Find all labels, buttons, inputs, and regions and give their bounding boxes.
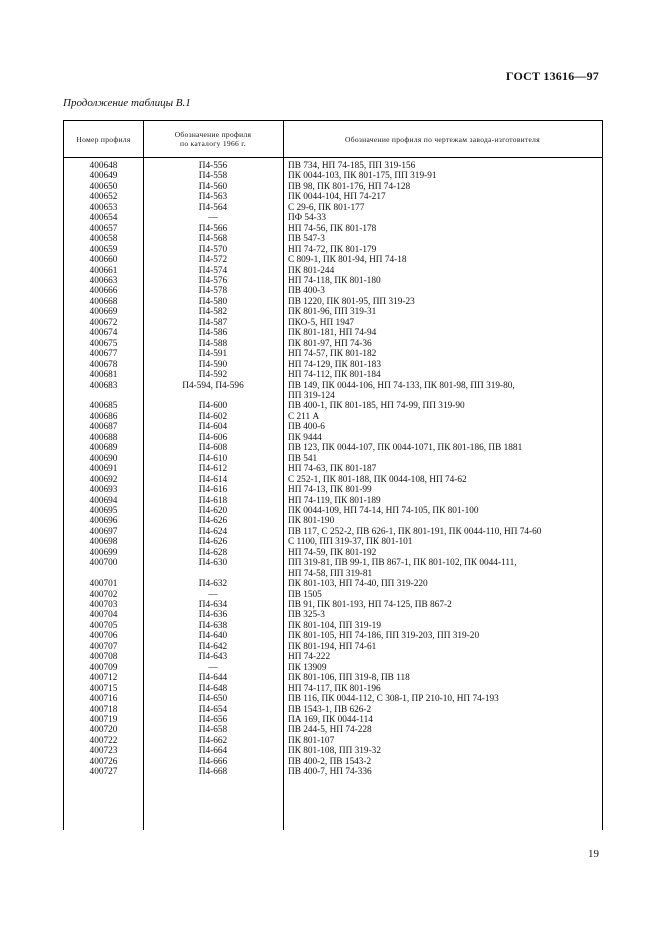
catalog-designation-cell: П4-650 bbox=[198, 694, 228, 705]
table-row bbox=[64, 694, 602, 704]
factory-designation-cell: ПА 169, ПК 0044-114 bbox=[288, 715, 373, 726]
table-row bbox=[64, 192, 602, 202]
table-row bbox=[64, 516, 602, 526]
profile-number-cell: 400691 bbox=[89, 464, 118, 475]
catalog-designation-cell: П4-620 bbox=[198, 505, 228, 516]
factory-designation-cell: ПВ 400-3 bbox=[288, 286, 325, 297]
catalog-designation-cell: П4-610 bbox=[198, 453, 228, 464]
table-row bbox=[64, 370, 602, 380]
header-catalog-line1: Обозначение профиля bbox=[174, 130, 252, 139]
catalog-designation-cell: П4-563 bbox=[198, 192, 228, 203]
catalog-designation-cell: П4-574 bbox=[198, 265, 228, 276]
table-row bbox=[64, 307, 602, 317]
factory-designation-cell: НП 74-72, ПК 801-179 bbox=[288, 244, 377, 255]
factory-designation-cell: ПК 801-194, НП 74-61 bbox=[288, 641, 377, 652]
catalog-designation-cell: П4-654 bbox=[198, 704, 228, 715]
table-row bbox=[64, 391, 602, 401]
catalog-designation-cell: П4-630 bbox=[198, 558, 228, 569]
profile-number-cell: 400686 bbox=[89, 411, 118, 422]
catalog-designation-cell: П4-592 bbox=[198, 370, 228, 381]
factory-designation-cell: ПК 801-97, НП 74-36 bbox=[288, 338, 372, 349]
profile-number-cell: 400687 bbox=[89, 422, 118, 433]
factory-designation-cell: ПП 319-81, ПВ 99-1, ПВ 867-1, ПК 801-102, ПК 0044-111, bbox=[288, 558, 517, 569]
table-row bbox=[64, 203, 602, 213]
factory-designation-cell: ПК 13909 bbox=[288, 662, 327, 673]
table-row bbox=[64, 725, 602, 735]
table-row bbox=[64, 286, 602, 296]
table-row bbox=[64, 684, 602, 694]
factory-designation-cell: НП 74-63, ПК 801-187 bbox=[288, 464, 377, 475]
profile-number-cell: 400727 bbox=[89, 767, 118, 778]
profile-number-cell: 400674 bbox=[89, 328, 118, 339]
profile-number-cell: 400669 bbox=[89, 307, 118, 318]
factory-designation-cell: ПВ 1220, ПК 801-95, ПП 319-23 bbox=[288, 296, 415, 307]
profile-number-cell: 400649 bbox=[89, 171, 118, 182]
profile-number-cell: 400715 bbox=[89, 683, 118, 694]
factory-designation-cell: НП 74-58, ПП 319-81 bbox=[288, 568, 373, 579]
table-row bbox=[64, 631, 602, 641]
factory-designation-cell: НП 74-119, ПК 801-189 bbox=[288, 495, 381, 506]
catalog-designation-cell: П4-570 bbox=[198, 244, 228, 255]
catalog-designation-cell: П4-556 bbox=[198, 161, 228, 171]
catalog-designation-cell: П4-638 bbox=[198, 620, 228, 631]
profile-number-cell: 400703 bbox=[89, 600, 118, 611]
table-row bbox=[64, 736, 602, 746]
factory-designation-cell: ПВ 91, ПК 801-193, НП 74-125, ПВ 867-2 bbox=[288, 600, 452, 611]
table-row bbox=[64, 548, 602, 558]
catalog-designation-cell: П4-640 bbox=[198, 631, 228, 642]
factory-designation-cell: ПВ 541 bbox=[288, 453, 318, 464]
table-body bbox=[64, 161, 602, 778]
factory-designation-cell: С 211 А bbox=[288, 411, 320, 422]
profile-number-cell: 400657 bbox=[89, 223, 118, 234]
profile-number-cell: 400658 bbox=[89, 234, 118, 245]
catalog-designation-cell: П4-587 bbox=[198, 317, 228, 328]
catalog-designation-cell: П4-668 bbox=[198, 767, 228, 778]
profile-number-cell: 400685 bbox=[89, 401, 118, 412]
factory-designation-cell: ПВ 325-3 bbox=[288, 610, 325, 621]
factory-designation-cell: ПК 801-244 bbox=[288, 265, 335, 276]
catalog-designation-cell: — bbox=[208, 662, 218, 673]
profile-number-cell: 400700 bbox=[89, 558, 118, 569]
table-row bbox=[64, 485, 602, 495]
table-row bbox=[64, 527, 602, 537]
factory-designation-cell: ПК 801-106, ПП 319-8, ПВ 118 bbox=[288, 673, 410, 684]
profile-number-cell: 400704 bbox=[89, 610, 118, 621]
table-row bbox=[64, 663, 602, 673]
profile-number-cell: 400683 bbox=[89, 380, 118, 391]
catalog-designation-cell: П4-576 bbox=[198, 275, 228, 286]
table-row bbox=[64, 454, 602, 464]
catalog-designation-cell: П4-626 bbox=[198, 516, 228, 527]
catalog-designation-cell: П4-572 bbox=[198, 255, 228, 266]
catalog-designation-cell: П4-628 bbox=[198, 547, 228, 558]
table-row bbox=[64, 161, 602, 171]
factory-designation-cell: НП 74-57, ПК 801-182 bbox=[288, 349, 377, 360]
profile-number-cell: 400660 bbox=[89, 255, 118, 266]
profile-number-cell: 400659 bbox=[89, 244, 118, 255]
factory-designation-cell: ПВ 123, ПК 0044-107, ПК 0044-1071, ПК 801-186, ПВ 1881 bbox=[288, 443, 523, 454]
profile-number-cell: 400716 bbox=[89, 694, 118, 705]
factory-designation-cell: НП 74-56, ПК 801-178 bbox=[288, 223, 377, 234]
catalog-designation-cell: П4-608 bbox=[198, 443, 228, 454]
header-profile-number: Номер профиля bbox=[76, 134, 131, 144]
table-row bbox=[64, 537, 602, 547]
table-row bbox=[64, 673, 602, 683]
table-row bbox=[64, 433, 602, 443]
profile-number-cell: 400720 bbox=[89, 725, 118, 736]
table-row bbox=[64, 381, 602, 391]
catalog-designation-cell: П4-618 bbox=[198, 495, 228, 506]
table-row bbox=[64, 715, 602, 725]
header-catalog-line2: по каталогу 1966 г. bbox=[180, 139, 246, 148]
profile-number-cell bbox=[64, 569, 143, 579]
factory-designation-cell: С 809-1, ПК 801-94, НП 74-18 bbox=[288, 255, 407, 266]
table-row bbox=[64, 255, 602, 265]
table-row bbox=[64, 757, 602, 767]
factory-designation-cell: ПК 801-105, НП 74-186, ПП 319-203, ПП 319-20 bbox=[288, 631, 480, 642]
catalog-designation-cell: П4-624 bbox=[198, 526, 228, 537]
catalog-designation-cell: П4-626 bbox=[198, 537, 228, 548]
table-row bbox=[64, 213, 602, 223]
profile-number-cell: 400694 bbox=[89, 495, 118, 506]
table-row bbox=[64, 401, 602, 411]
catalog-designation-cell: П4-578 bbox=[198, 286, 228, 297]
factory-designation-cell: С 1100, ПП 319-37, ПК 801-101 bbox=[288, 537, 413, 548]
catalog-designation-cell: П4-658 bbox=[198, 725, 228, 736]
factory-designation-cell: НП 74-117, ПК 801-196 bbox=[288, 683, 381, 694]
profile-number-cell: 400668 bbox=[89, 296, 118, 307]
profile-number-cell: 400723 bbox=[89, 746, 118, 757]
profile-number-cell: 400707 bbox=[89, 641, 118, 652]
factory-designation-cell: НП 74-222 bbox=[288, 652, 331, 663]
profile-number-cell: 400648 bbox=[89, 161, 118, 171]
factory-designation-cell: НП 74-112, ПК 801-184 bbox=[288, 370, 381, 381]
catalog-designation-cell: П4-594, П4-596 bbox=[182, 380, 244, 391]
catalog-designation-cell: П4-612 bbox=[198, 464, 228, 475]
profile-number-cell: 400719 bbox=[89, 715, 118, 726]
factory-designation-cell: ПВ 244-5, НП 74-228 bbox=[288, 725, 372, 736]
profile-number-cell: 400693 bbox=[89, 485, 118, 496]
factory-designation-cell: ПК 9444 bbox=[288, 432, 322, 443]
factory-designation-cell: ПК 0044-109, НП 74-14, НП 74-105, ПК 801-100 bbox=[288, 505, 479, 516]
profile-number-cell: 400722 bbox=[89, 735, 118, 746]
factory-designation-cell: ПК 801-107 bbox=[288, 735, 335, 746]
catalog-designation-cell: П4-636 bbox=[198, 610, 228, 621]
catalog-designation-cell: П4-600 bbox=[198, 401, 228, 412]
catalog-designation-cell: П4-662 bbox=[198, 735, 228, 746]
catalog-designation-cell: П4-666 bbox=[198, 756, 228, 767]
table-row bbox=[64, 266, 602, 276]
catalog-designation-cell: П4-656 bbox=[198, 715, 228, 726]
catalog-designation-cell: — bbox=[208, 213, 218, 224]
header-catalog-designation bbox=[143, 121, 283, 157]
factory-designation-cell: ПВ 734, НП 74-185, ПП 319-156 bbox=[288, 161, 416, 171]
profile-number-cell: 400712 bbox=[89, 673, 118, 684]
catalog-designation-cell: П4-582 bbox=[198, 307, 228, 318]
table-row bbox=[64, 569, 602, 579]
factory-designation-cell: НП 74-118, ПК 801-180 bbox=[288, 275, 381, 286]
factory-designation-cell: ПП 319-124 bbox=[288, 390, 335, 401]
catalog-designation-cell: П4-590 bbox=[198, 359, 228, 370]
table-row bbox=[64, 245, 602, 255]
table-row bbox=[64, 579, 602, 589]
table-row bbox=[64, 224, 602, 234]
catalog-designation-cell: П4-580 bbox=[198, 296, 228, 307]
table-row bbox=[64, 475, 602, 485]
table-row bbox=[64, 610, 602, 620]
table-caption: Продолжение таблицы В.1 bbox=[63, 97, 191, 109]
factory-designation-cell: НП 74-59, ПК 801-192 bbox=[288, 547, 377, 558]
catalog-designation-cell: П4-564 bbox=[198, 202, 228, 213]
profile-number-cell: 400696 bbox=[89, 516, 118, 527]
factory-designation-cell: ПК 801-103, НП 74-40, ПП 319-220 bbox=[288, 579, 428, 590]
factory-designation-cell: ПК 801-190 bbox=[288, 516, 335, 527]
table-row bbox=[64, 318, 602, 328]
profile-number-cell: 400690 bbox=[89, 453, 118, 464]
factory-designation-cell: ПВ 400-7, НП 74-336 bbox=[288, 767, 372, 778]
table-row bbox=[64, 328, 602, 338]
table-row bbox=[64, 422, 602, 432]
catalog-designation-cell: П4-602 bbox=[198, 411, 228, 422]
factory-designation-cell: ПК 801-108, ПП 319-32 bbox=[288, 746, 381, 757]
profile-number-cell: 400681 bbox=[89, 370, 118, 381]
catalog-designation-cell bbox=[143, 569, 283, 579]
profile-number-cell: 400708 bbox=[89, 652, 118, 663]
catalog-designation-cell: П4-616 bbox=[198, 485, 228, 496]
header-factory-designation: Обозначение профиля по чертежам завода-изготовителя bbox=[345, 134, 540, 144]
factory-designation-cell: ПВ 400-2, ПВ 1543-2 bbox=[288, 756, 372, 767]
table-row bbox=[64, 349, 602, 359]
catalog-designation-cell: П4-634 bbox=[198, 600, 228, 611]
catalog-designation-cell: П4-568 bbox=[198, 234, 228, 245]
factory-designation-cell: ПВ 547-3 bbox=[288, 234, 325, 245]
profile-number-cell: 400689 bbox=[89, 443, 118, 454]
profile-number-cell: 400699 bbox=[89, 547, 118, 558]
table-row bbox=[64, 443, 602, 453]
catalog-designation-cell: П4-566 bbox=[198, 223, 228, 234]
factory-designation-cell: ПФ 54-33 bbox=[288, 213, 327, 224]
catalog-designation-cell: П4-642 bbox=[198, 641, 228, 652]
profile-number-cell: 400718 bbox=[89, 704, 118, 715]
factory-designation-cell: ПВ 400-1, ПК 801-185, НП 74-99, ПП 319-90 bbox=[288, 401, 465, 412]
profile-number-cell: 400726 bbox=[89, 756, 118, 767]
table-row bbox=[64, 746, 602, 756]
table-row bbox=[64, 600, 602, 610]
factory-designation-cell: НП 74-129, ПК 801-183 bbox=[288, 359, 381, 370]
profile-number-cell: 400709 bbox=[89, 662, 118, 673]
factory-designation-cell: ПК 801-181, НП 74-94 bbox=[288, 328, 377, 339]
table-row bbox=[64, 642, 602, 652]
table-row bbox=[64, 767, 602, 777]
profile-number-cell: 400654 bbox=[89, 213, 118, 224]
catalog-designation-cell: П4-648 bbox=[198, 683, 228, 694]
profile-number-cell: 400672 bbox=[89, 317, 118, 328]
profile-number-cell: 400653 bbox=[89, 202, 118, 213]
catalog-designation-cell: П4-664 bbox=[198, 746, 228, 757]
table-row bbox=[64, 558, 602, 568]
profile-number-cell: 400702 bbox=[89, 589, 118, 600]
catalog-designation-cell: П4-606 bbox=[198, 432, 228, 443]
factory-designation-cell: С 252-1, ПК 801-188, ПК 0044-108, НП 74-62 bbox=[288, 474, 467, 485]
profile-table bbox=[63, 120, 603, 830]
profile-number-cell: 400650 bbox=[89, 181, 118, 192]
profile-number-cell: 400706 bbox=[89, 631, 118, 642]
factory-designation-cell: ПК 801-104, ПП 319-19 bbox=[288, 620, 381, 631]
catalog-designation-cell: П4-604 bbox=[198, 422, 228, 433]
table-row bbox=[64, 412, 602, 422]
factory-designation-cell: ПК 0044-103, ПК 801-175, ПП 319-91 bbox=[288, 171, 437, 182]
factory-designation-cell: НП 74-13, ПК 801-99 bbox=[288, 485, 372, 496]
catalog-designation-cell: П4-632 bbox=[198, 579, 228, 590]
table-row bbox=[64, 234, 602, 244]
catalog-designation-cell: П4-558 bbox=[198, 171, 228, 182]
standard-designation: ГОСТ 13616—97 bbox=[505, 69, 599, 83]
catalog-designation-cell: П4-643 bbox=[198, 652, 228, 663]
factory-designation-cell: ПВ 149, ПК 0044-106, НП 74-133, ПК 801-98, ПП 319-80, bbox=[288, 380, 515, 391]
factory-designation-cell: ПВ 1543-1, ПВ 626-2 bbox=[288, 704, 372, 715]
profile-number-cell: 400652 bbox=[89, 192, 118, 203]
table-row bbox=[64, 276, 602, 286]
profile-number-cell: 400663 bbox=[89, 275, 118, 286]
table-row bbox=[64, 464, 602, 474]
catalog-designation-cell: П4-560 bbox=[198, 181, 228, 192]
table-row bbox=[64, 590, 602, 600]
catalog-designation-cell: П4-588 bbox=[198, 338, 228, 349]
page-number: 19 bbox=[588, 848, 599, 860]
profile-number-cell: 400678 bbox=[89, 359, 118, 370]
profile-number-cell: 400705 bbox=[89, 620, 118, 631]
table-row bbox=[64, 705, 602, 715]
catalog-designation-cell: — bbox=[208, 589, 218, 600]
table-row bbox=[64, 182, 602, 192]
profile-number-cell: 400677 bbox=[89, 349, 118, 360]
factory-designation-cell: С 29-6, ПК 801-177 bbox=[288, 202, 365, 213]
factory-designation-cell: ПК 801-96, ПП 319-31 bbox=[288, 307, 377, 318]
catalog-designation-cell: П4-644 bbox=[198, 673, 228, 684]
table-row bbox=[64, 339, 602, 349]
factory-designation-cell: ПВ 1505 bbox=[288, 589, 322, 600]
header-divider bbox=[64, 157, 602, 158]
profile-number-cell: 400666 bbox=[89, 286, 118, 297]
profile-number-cell: 400698 bbox=[89, 537, 118, 548]
factory-designation-cell: ПВ 116, ПК 0044-112, С 308-1, ПР 210-10, НП 74-193 bbox=[288, 694, 499, 705]
table-row bbox=[64, 506, 602, 516]
profile-number-cell bbox=[64, 391, 143, 401]
catalog-designation-cell: П4-614 bbox=[198, 474, 228, 485]
factory-designation-cell: ПВ 117, С 252-2, ПВ 626-1, ПК 801-191, ПК 0044-110, НП 74-60 bbox=[288, 526, 542, 537]
profile-number-cell: 400692 bbox=[89, 474, 118, 485]
catalog-designation-cell bbox=[143, 391, 283, 401]
factory-designation-cell: ПК 0044-104, НП 74-217 bbox=[288, 192, 386, 203]
table-row bbox=[64, 297, 602, 307]
profile-number-cell: 400675 bbox=[89, 338, 118, 349]
factory-designation-cell: ПКО-5, НП 1947 bbox=[288, 317, 355, 328]
profile-number-cell: 400695 bbox=[89, 505, 118, 516]
factory-designation-cell: ПВ 98, ПК 801-176, НП 74-128 bbox=[288, 181, 411, 192]
profile-number-cell: 400697 bbox=[89, 526, 118, 537]
profile-number-cell: 400688 bbox=[89, 432, 118, 443]
profile-number-cell: 400661 bbox=[89, 265, 118, 276]
table-row bbox=[64, 171, 602, 181]
table-row bbox=[64, 621, 602, 631]
table-row bbox=[64, 496, 602, 506]
catalog-designation-cell: П4-591 bbox=[198, 349, 228, 360]
factory-designation-cell: ПВ 400-6 bbox=[288, 422, 325, 433]
profile-number-cell: 400701 bbox=[89, 579, 118, 590]
table-row bbox=[64, 652, 602, 662]
catalog-designation-cell: П4-586 bbox=[198, 328, 228, 339]
table-row bbox=[64, 360, 602, 370]
